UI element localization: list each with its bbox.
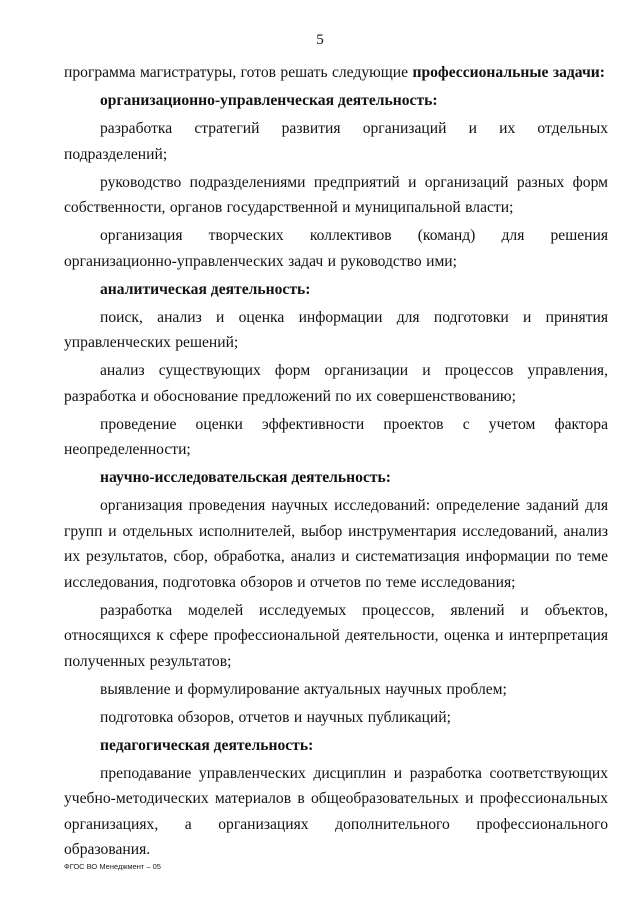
intro-bold-text: профессиональные задачи:	[412, 64, 605, 81]
list-item: анализ существующих форм организации и процессов управления, разработка и обоснование предложений по их совершенствованию;	[64, 362, 608, 405]
intro-text: программа магистратуры, готов решать следующие	[64, 64, 413, 81]
list-item: проведение оценки эффективности проектов с учетом фактора неопределенности;	[64, 415, 608, 458]
list-item: руководство подразделениями предприятий и организаций разных форм собственности, органов государственной и муниципальной власти;	[64, 173, 608, 216]
section-heading-analytical: аналитическая деятельность:	[100, 280, 311, 298]
list-item: разработка стратегий развития организаций и их отдельных подразделений;	[64, 120, 608, 163]
section-heading-pedagogical: педагогическая деятельность:	[100, 736, 314, 754]
list-item: разработка моделей исследуемых процессов, явлений и объектов, относящихся к сфере профессиональной деятельности, оценка и интерпретация полученных результатов;	[64, 601, 608, 670]
list-item: организация проведения научных исследований: определение заданий для групп и отдельных исполнителей, выбор инструментария исследований, анализ их результатов, сбор, обработка, анализ и систематизация информации по теме исследования, подготовка обзоров и отчетов по теме исследования;	[64, 497, 608, 591]
list-item: выявление и формулирование актуальных научных проблем;	[100, 680, 507, 698]
list-item: преподавание управленческих дисциплин и разработка соответствующих учебно-методических материалов в общеобразовательных и профессиональных организациях, а организациях дополнительного профессионального образования.	[64, 764, 608, 858]
list-item: поиск, анализ и оценка информации для подготовки и принятия управленческих решений;	[64, 308, 608, 351]
document-body	[64, 60, 608, 863]
intro-paragraph	[64, 60, 608, 86]
section-heading-management: организационно-управленческая деятельность:	[100, 92, 438, 109]
list-item: подготовка обзоров, отчетов и научных публикаций;	[100, 708, 451, 726]
page-footer: ФГОС ВО Менеджмент – 05	[64, 862, 161, 871]
page-number: 5	[316, 32, 324, 48]
list-item: организация творческих коллективов (команд) для решения организационно-управленческих задач и руководство ими;	[64, 227, 608, 270]
section-heading-research: научно-исследовательская деятельность:	[100, 469, 391, 486]
